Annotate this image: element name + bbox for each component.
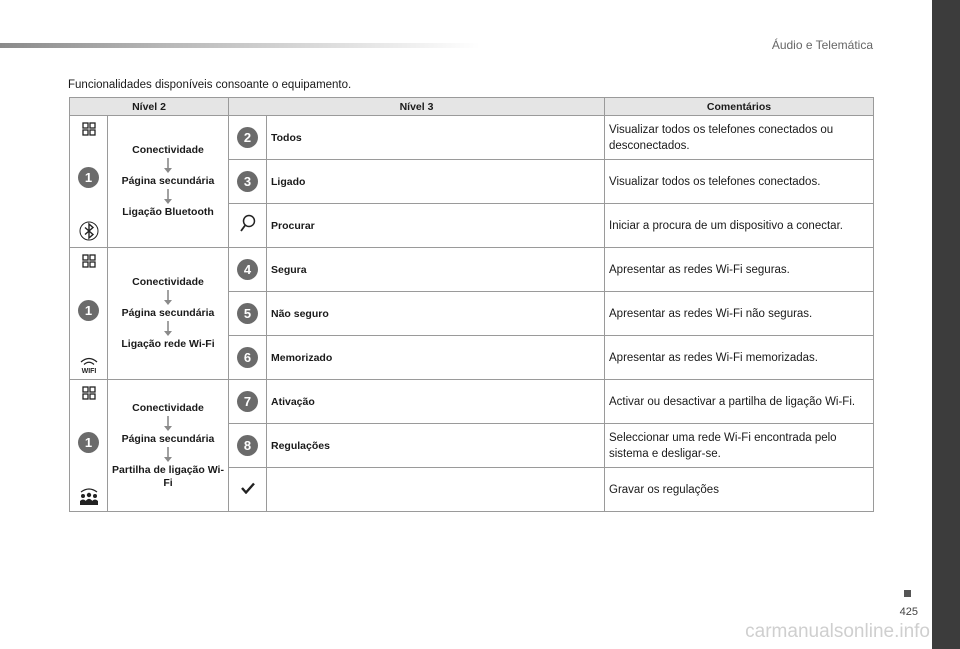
level3-label: Procurar (267, 204, 605, 248)
path-step: Ligação rede Wi-Fi (121, 338, 215, 350)
people-icon (77, 486, 101, 506)
header-level3: Nível 3 (229, 98, 605, 116)
page-marker (904, 590, 911, 597)
intro-text: Funcionalidades disponíveis consoante o equipamento. (68, 79, 352, 91)
row-number-cell (229, 424, 267, 468)
level3-label: Regulações (267, 424, 605, 468)
features-table (69, 97, 874, 512)
right-sidebar-bar (932, 0, 960, 649)
level3-label: Todos (267, 116, 605, 160)
row-number-cell (229, 380, 267, 424)
row-number-cell (229, 116, 267, 160)
section-title: Áudio e Telemática (771, 38, 873, 52)
level3-label: Memorizado (267, 336, 605, 380)
arrow-down-icon (163, 447, 173, 463)
search-icon (239, 214, 257, 234)
path-step: Conectividade (132, 401, 204, 414)
arrow-down-icon (163, 290, 173, 306)
level3-label: Não seguro (267, 292, 605, 336)
group-icons-cell (70, 116, 108, 248)
header-comments: Comentários (605, 98, 874, 116)
checkmark-icon (241, 482, 255, 494)
grid-icon (82, 122, 96, 136)
step-badge: 3 (237, 171, 258, 192)
step-badge: 1 (78, 167, 99, 188)
comment-text: Iniciar a procura de um dispositivo a conectar. (605, 204, 874, 248)
path-step: Página secundária (121, 175, 215, 187)
level3-label: Ativação (267, 380, 605, 424)
watermark-text: carmanualsonline.info (745, 621, 930, 642)
navigation-path (108, 248, 229, 380)
step-badge: 1 (78, 432, 99, 453)
row-number-cell (229, 292, 267, 336)
comment-text: Apresentar as redes Wi-Fi memorizadas. (605, 336, 874, 380)
table-row (70, 380, 874, 424)
path-step: Página secundária (121, 307, 215, 319)
level3-label: Segura (267, 248, 605, 292)
path-step: Página secundária (121, 432, 215, 445)
path-step: Partilha de ligação Wi-Fi (112, 463, 224, 489)
level3-label: Ligado (267, 160, 605, 204)
path-step: Conectividade (132, 276, 204, 288)
navigation-path (108, 116, 229, 248)
group-icons-cell (70, 248, 108, 380)
step-badge: 6 (237, 347, 258, 368)
header-gradient-rule (0, 43, 480, 48)
arrow-down-icon (163, 189, 173, 205)
comment-text: Apresentar as redes Wi-Fi seguras. (605, 248, 874, 292)
comment-text: Visualizar todos os telefones conectados. (605, 160, 874, 204)
step-badge: 5 (237, 303, 258, 324)
group-icons-cell (70, 380, 108, 512)
comment-text: Gravar os regulações (605, 468, 874, 512)
row-icon-cell (229, 204, 267, 248)
navigation-path (108, 380, 229, 512)
level3-label (267, 468, 605, 512)
step-badge: 7 (237, 391, 258, 412)
step-badge: 1 (78, 300, 99, 321)
step-badge: 2 (237, 127, 258, 148)
row-number-cell (229, 336, 267, 380)
arrow-down-icon (163, 416, 173, 432)
step-badge: 4 (237, 259, 258, 280)
table-row (70, 116, 874, 160)
comment-text: Activar ou desactivar a partilha de ligação Wi-Fi. (605, 380, 874, 424)
row-icon-cell (229, 468, 267, 512)
step-badge: 8 (237, 435, 258, 456)
path-step: Conectividade (132, 144, 204, 156)
path-step: Ligação Bluetooth (122, 206, 214, 218)
comment-text: Seleccionar uma rede Wi-Fi encontrada pelo sistema e desligar-se. (605, 424, 874, 468)
arrow-down-icon (163, 158, 173, 174)
svg-text:WIFI: WIFI (81, 367, 96, 374)
grid-icon (82, 386, 96, 400)
comment-text: Apresentar as redes Wi-Fi não seguras. (605, 292, 874, 336)
row-number-cell (229, 248, 267, 292)
comment-text: Visualizar todos os telefones conectados ou desconectados. (605, 116, 874, 160)
grid-icon (82, 254, 96, 268)
header-level2: Nível 2 (70, 98, 229, 116)
bluetooth-icon (78, 220, 100, 242)
row-number-cell (229, 160, 267, 204)
arrow-down-icon (163, 321, 173, 337)
wifi-icon (77, 354, 101, 374)
page-number: 425 (899, 606, 918, 618)
table-row (70, 248, 874, 292)
